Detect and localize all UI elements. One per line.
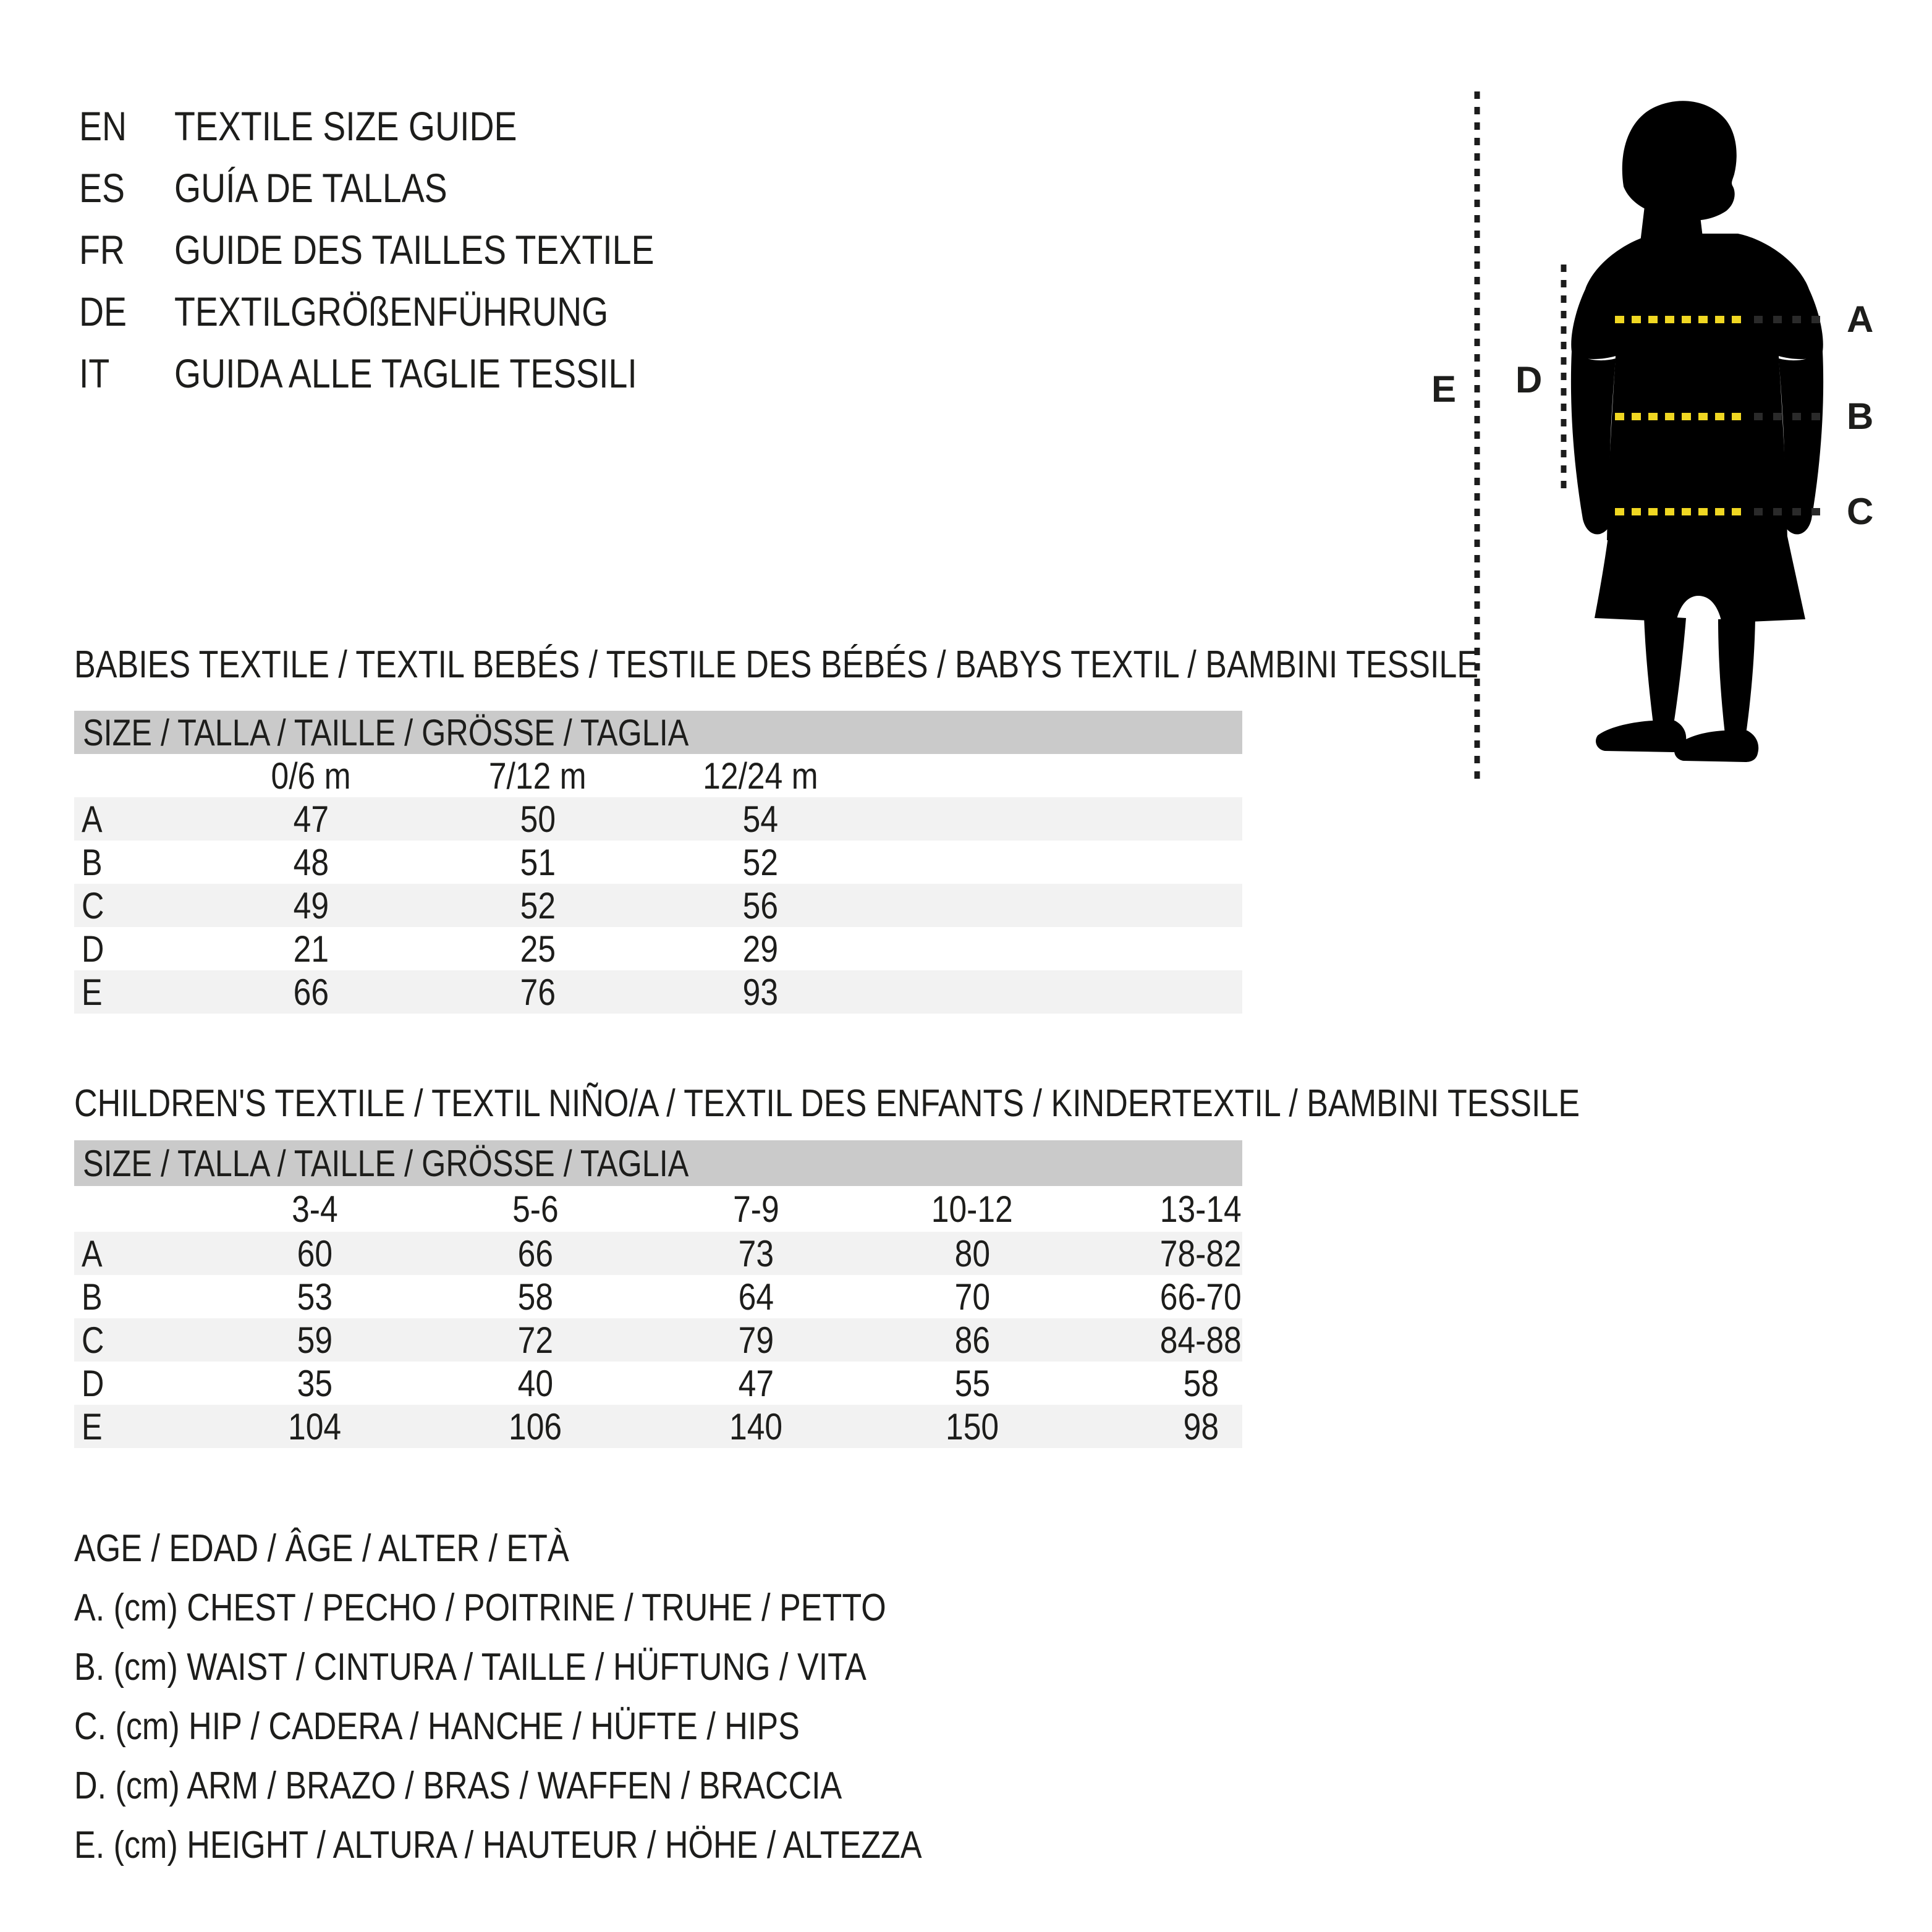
table-cell: 60	[297, 1232, 333, 1274]
table-cell: 140	[729, 1405, 783, 1447]
table-row	[74, 1318, 1242, 1362]
legend-line-chest: A. (cm) CHEST / PECHO / POITRINE / TRUHE / PETTO	[74, 1586, 886, 1629]
column-header: 7-9	[732, 1188, 779, 1230]
table-cell: 104	[287, 1405, 342, 1447]
table-cell: 47	[293, 798, 329, 840]
column-header: 7/12 m	[489, 755, 587, 797]
column-header: 0/6 m	[271, 755, 351, 797]
size-header-label: SIZE / TALLA / TAILLE / GRÖSSE / TAGLIA	[83, 1142, 689, 1184]
table-cell: 49	[293, 884, 329, 926]
column-header: 3-4	[291, 1188, 338, 1230]
legend-line-waist: B. (cm) WAIST / CINTURA / TAILLE / HÜFTUNG / VITA	[74, 1645, 866, 1688]
row-label: E	[82, 1405, 103, 1447]
children-size-header-bar	[74, 1140, 1242, 1186]
figure-label-hip: C	[1847, 491, 1874, 532]
figure-label-waist: B	[1847, 396, 1874, 437]
column-header: 5-6	[512, 1188, 559, 1230]
lang-row-de	[79, 291, 691, 332]
table-cell: 78-82	[1160, 1232, 1242, 1274]
figure-label-height: E	[1431, 368, 1457, 410]
lang-title: GUÍA DE TALLAS	[174, 165, 447, 211]
child-silhouette-figure	[1409, 87, 1932, 816]
table-row	[74, 1275, 1242, 1318]
table-cell: 70	[954, 1276, 990, 1318]
row-label: B	[82, 841, 103, 883]
babies-column-header-row	[74, 754, 1242, 797]
table-cell: 54	[742, 798, 778, 840]
table-row	[74, 841, 1242, 884]
row-label: A	[82, 798, 103, 840]
table-cell: 93	[742, 971, 778, 1013]
table-cell: 52	[742, 841, 778, 883]
row-label: E	[82, 971, 103, 1013]
legend-line-hip: C. (cm) HIP / CADERA / HANCHE / HÜFTE / HIPS	[74, 1705, 800, 1748]
lang-row-it	[79, 350, 725, 396]
babies-size-header-bar	[74, 711, 1242, 754]
table-cell: 73	[738, 1232, 774, 1274]
table-cell: 66	[293, 971, 329, 1013]
row-label: D	[82, 928, 104, 970]
row-label: A	[82, 1232, 103, 1274]
lang-title: TEXTILE SIZE GUIDE	[174, 103, 517, 149]
table-cell: 40	[517, 1362, 553, 1404]
legend-line-height: E. (cm) HEIGHT / ALTURA / HAUTEUR / HÖHE / ALTEZZA	[74, 1823, 922, 1866]
lang-title: GUIDE DES TAILLES TEXTILE	[174, 227, 655, 273]
children-column-header-row	[74, 1186, 1242, 1232]
table-row	[74, 1232, 1242, 1275]
figure-label-arm: D	[1515, 359, 1543, 400]
lang-code: IT	[79, 350, 110, 396]
table-row	[74, 797, 1242, 841]
table-cell: 47	[738, 1362, 774, 1404]
figure-label-chest: A	[1847, 299, 1874, 340]
table-cell: 48	[293, 841, 329, 883]
lang-title: GUIDA ALLE TAGLIE TESSILI	[174, 350, 637, 396]
lang-row-fr	[79, 227, 745, 273]
table-row	[74, 970, 1242, 1014]
table-cell: 53	[297, 1276, 333, 1318]
table-cell: 79	[738, 1319, 774, 1361]
table-cell: 55	[954, 1362, 990, 1404]
size-header-label: SIZE / TALLA / TAILLE / GRÖSSE / TAGLIA	[83, 711, 689, 753]
table-cell: 66	[517, 1232, 553, 1274]
table-cell: 25	[520, 928, 556, 970]
lang-code: EN	[79, 103, 127, 149]
legend-line-arm: D. (cm) ARM / BRAZO / BRAS / WAFFEN / BRACCIA	[74, 1764, 842, 1807]
column-header: 13-14	[1160, 1188, 1242, 1230]
lang-code: DE	[79, 289, 127, 334]
children-section-title: CHILDREN'S TEXTILE / TEXTIL NIÑO/A / TEXTIL DES ENFANTS / KINDERTEXTIL / BAMBINI TESSILE	[74, 1082, 1580, 1125]
babies-section-title: BABIES TEXTILE / TEXTIL BEBÉS / TESTILE DES BÉBÉS / BABYS TEXTIL / BAMBINI TESSILE	[74, 643, 1479, 686]
table-cell: 35	[297, 1362, 333, 1404]
column-header: 12/24 m	[702, 755, 818, 797]
table-cell: 80	[954, 1232, 990, 1274]
table-cell: 21	[293, 928, 329, 970]
table-row	[74, 927, 1242, 970]
table-cell: 58	[517, 1276, 553, 1318]
table-cell: 64	[738, 1276, 774, 1318]
table-cell: 50	[520, 798, 556, 840]
table-cell: 150	[945, 1405, 999, 1447]
table-cell: 66-70	[1160, 1276, 1242, 1318]
table-cell: 56	[742, 884, 778, 926]
table-cell: 72	[517, 1319, 553, 1361]
table-cell: 76	[520, 971, 556, 1013]
row-label: B	[82, 1276, 103, 1318]
table-cell: 86	[954, 1319, 990, 1361]
table-cell: 52	[520, 884, 556, 926]
table-row	[74, 884, 1242, 927]
table-cell: 106	[508, 1405, 562, 1447]
table-cell: 51	[520, 841, 556, 883]
row-label: C	[82, 884, 104, 926]
table-cell: 29	[742, 928, 778, 970]
lang-code: ES	[79, 165, 125, 211]
lang-row-es	[79, 165, 499, 211]
lang-title: TEXTILGRÖßENFÜHRUNG	[174, 289, 609, 334]
table-row	[74, 1362, 1242, 1405]
lang-row-en	[79, 103, 582, 149]
lang-code: FR	[79, 227, 125, 273]
row-label: D	[82, 1362, 104, 1404]
table-cell: 98	[1183, 1405, 1219, 1447]
table-row	[74, 1405, 1242, 1448]
row-label: C	[82, 1319, 104, 1361]
table-cell: 58	[1183, 1362, 1219, 1404]
column-header: 10-12	[931, 1188, 1013, 1230]
table-cell: 59	[297, 1319, 333, 1361]
table-cell: 84-88	[1160, 1319, 1242, 1361]
legend-line-age: AGE / EDAD / ÂGE / ALTER / ETÀ	[74, 1527, 569, 1570]
